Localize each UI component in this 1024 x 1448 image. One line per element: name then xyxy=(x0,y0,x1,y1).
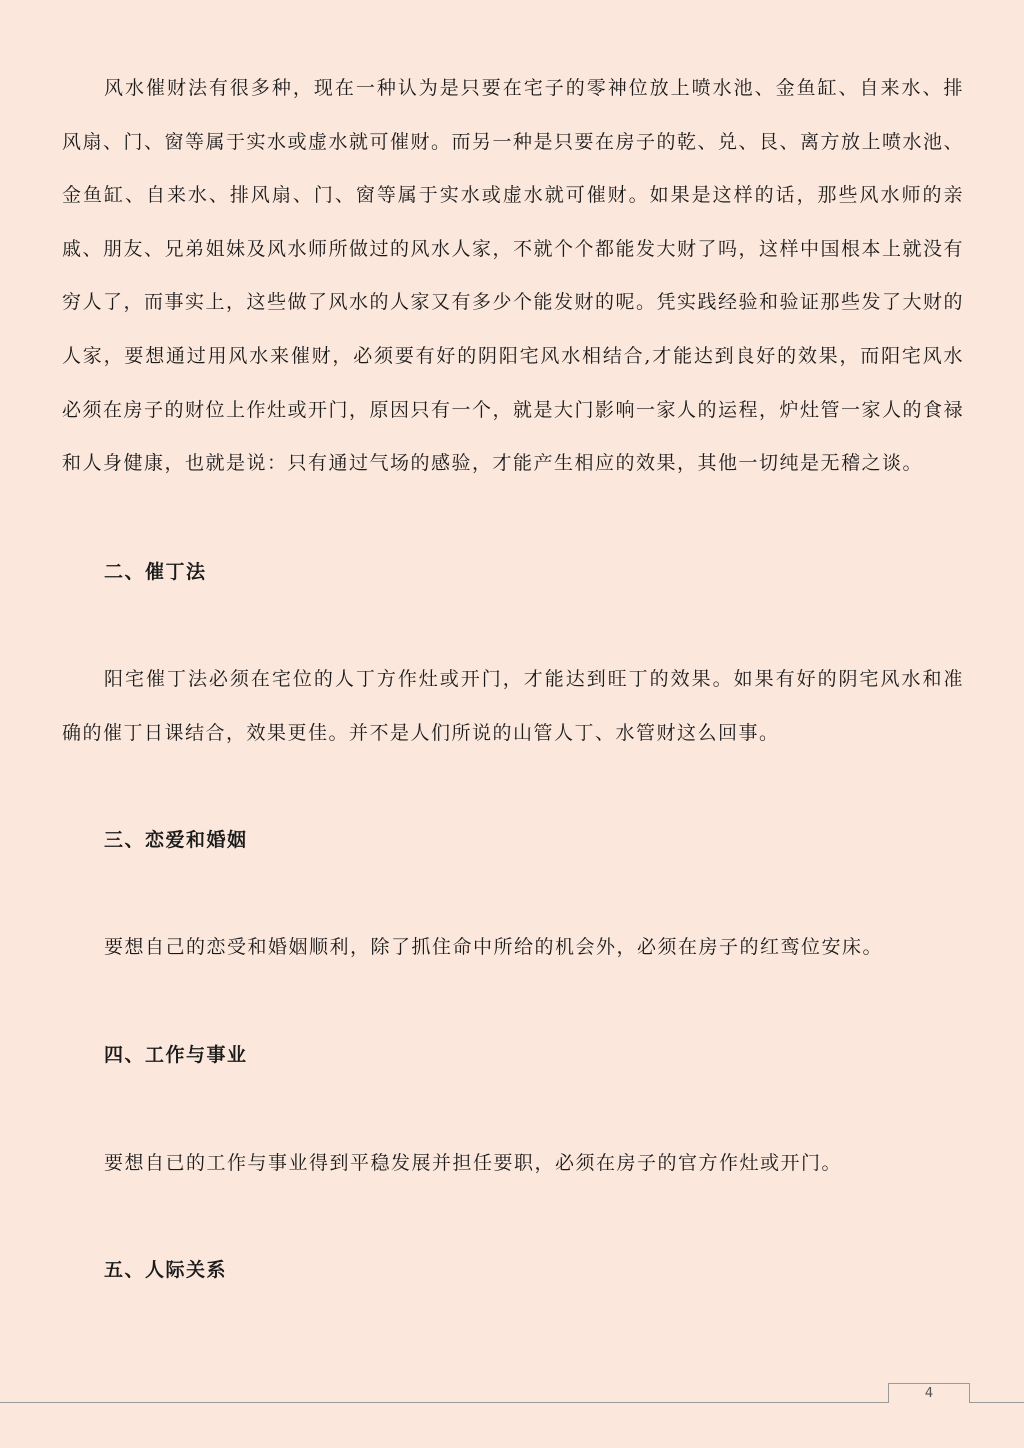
paragraph-love-marriage: 要想自己的恋受和婚姻顺利，除了抓住命中所给的机会外，必须在房子的红鸾位安床。 xyxy=(104,936,884,958)
paragraph-fertility-method: 阳宅催丁法必须在宅位的人丁方作灶或开门，才能达到旺丁的效果。如果有好的阴宅风水和准确的催丁日课结合，效果更佳。并不是人们所说的山管人丁、水管财这么回事。 xyxy=(62,668,964,744)
paragraph-work-career: 要想自已的工作与事业得到平稳发展并担任要职，必须在房子的官方作灶或开门。 xyxy=(104,1152,843,1174)
heading-fertility-method: 二、催丁法 xyxy=(104,561,207,583)
heading-work-career: 四、工作与事业 xyxy=(104,1044,248,1066)
footer-rule xyxy=(0,1402,1024,1403)
heading-love-marriage: 三、恋爱和婚姻 xyxy=(104,829,248,851)
heading-relationships: 五、人际关系 xyxy=(104,1259,228,1281)
page-number: 4 xyxy=(888,1383,970,1403)
paragraph-wealth-method: 风水催财法有很多种，现在一种认为是只要在宅子的零神位放上喷水池、金鱼缸、自来水、排风扇、门、窗等属于实水或虚水就可催财。而另一种是只要在房子的乾、兑、艮、离方放上喷水池、金鱼缸、自来水、排风扇、门、窗等属于实水或虚水就可催财。如果是这样的话，那些风水师的亲戚、朋友、兄弟姐妹及风水师所做过的风水人家，不就个个都能发大财了吗，这样中国根本上就没有穷人了，而事实上，这些做了风水的人家又有多少个能发财的呢。凭实践经验和验证那些发了大财的人家，要想通过用风水来催财，必须要有好的阴阳宅风水相结合,才能达到良好的效果，而阳宅风水必须在房子的财位上作灶或开门，原因只有一个，就是大门影响一家人的运程，炉灶管一家人的食禄和人身健康，也就是说：只有通过气场的感验，才能产生相应的效果，其他一切纯是无稽之谈。 xyxy=(62,77,965,475)
